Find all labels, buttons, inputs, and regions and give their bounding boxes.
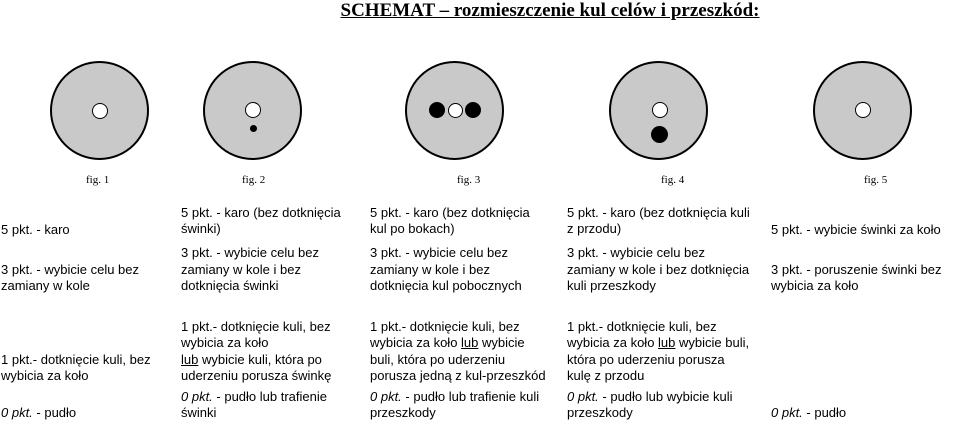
col3-wybicie-2: zamiany w kole i bez: [370, 262, 490, 277]
col4-wybicie-2: zamiany w kole i bez dotknięcia: [567, 262, 750, 277]
white-ball: [652, 102, 668, 118]
fig4-label: fig. 4: [661, 174, 685, 186]
col4-dotkniecie-lub: lub: [658, 335, 676, 350]
white-ball: [92, 103, 108, 119]
col3-wybicie-1: 3 pkt. - wybicie celu bez: [370, 245, 509, 260]
col2-wybicie-1: 3 pkt. - wybicie celu bez: [181, 245, 320, 260]
col1-dotkniecie-1: 1 pkt.- dotknięcie kuli, bez: [1, 352, 151, 367]
col3-dotkniecie-2b: wybicie: [478, 335, 525, 350]
col4-wybicie-3: kuli przeszkody: [567, 278, 656, 293]
col5-poruszenie-2: wybicia za koło: [771, 278, 859, 293]
col3-dotkniecie-3: buli, która po uderzeniu: [370, 352, 506, 367]
black-ball: [651, 126, 668, 143]
col5-poruszenie-1: 3 pkt. - poruszenie świnki bez: [771, 262, 942, 277]
col2-dotkniecie-3: [181, 351, 322, 368]
col3-dotkniecie-2: [370, 334, 525, 351]
col3-dotkniecie-lub: lub: [461, 335, 479, 350]
fig3-label: fig. 3: [457, 174, 481, 186]
col3-dotkniecie-1: 1 pkt.- dotknięcie kuli, bez: [370, 319, 520, 334]
black-ball: [429, 102, 445, 118]
col1-wybicie-1: 3 pkt. - wybicie celu bez: [1, 262, 140, 277]
col3-dotkniecie-4: porusza jedną z kul-przeszkód: [370, 368, 546, 383]
fig2-label: fig. 2: [242, 174, 266, 186]
fig3-circle: [405, 61, 504, 160]
fig5-label: fig. 5: [864, 174, 888, 186]
black-ball: [250, 125, 257, 132]
col2-karo-1: 5 pkt. - karo (bez dotknięcia: [181, 205, 341, 220]
col4-pudlo-pts: 0 pkt.: [567, 389, 599, 404]
col5-pudlo-pts: 0 pkt.: [771, 405, 803, 420]
col1-pudlo-pts: 0 pkt.: [1, 405, 33, 420]
white-ball: [855, 102, 871, 118]
col2-dotkniecie-1: 1 pkt.- dotknięcie kuli, bez: [181, 319, 331, 334]
col2-pudlo-1: [181, 388, 327, 405]
col3-dotkniecie-2a: wybicia za koło: [370, 335, 462, 350]
fig4-circle: [609, 61, 708, 160]
col3-karo-1: 5 pkt. - karo (bez dotknięcia: [370, 205, 530, 220]
fig5-circle: [813, 61, 912, 160]
col3-pudlo-text: - pudło lub trafienie kuli: [401, 389, 540, 404]
col4-dotkniecie-2: [567, 334, 749, 351]
col1-pudlo-text: - pudło: [32, 405, 77, 420]
col4-pudlo-1: [567, 388, 732, 405]
col1-dotkniecie-2: wybicia za koło: [1, 368, 89, 383]
col2-karo-2: świnki): [181, 221, 221, 236]
col2-dotkniecie-2: wybicia za koło: [181, 335, 269, 350]
fig1-label: fig. 1: [86, 174, 110, 186]
fig1-circle: [50, 61, 149, 160]
fig2-circle: [203, 61, 302, 160]
col2-wybicie-3: dotknięcia świnki: [181, 278, 279, 293]
col2-pudlo-text: - pudło lub trafienie: [212, 389, 327, 404]
col1-karo: 5 pkt. - karo: [1, 222, 70, 237]
col5-pudlo-text: - pudło: [802, 405, 847, 420]
col4-dotkniecie-4: kulę z przodu: [567, 368, 645, 383]
white-ball: [448, 103, 463, 118]
col2-wybicie-2: zamiany w kole i bez: [181, 262, 301, 277]
col2-dotkniecie-lub: lub: [181, 352, 199, 367]
col2-dotkniecie-3-text: wybicie kuli, która po: [198, 352, 322, 367]
col4-wybicie-1: 3 pkt. - wybicie celu bez: [567, 245, 706, 260]
col5-pudlo: [771, 404, 846, 421]
page-title: SCHEMAT – rozmieszczenie kul celów i przeszkód:: [340, 0, 760, 21]
figures-area: [0, 0, 960, 190]
col2-pudlo-pts: 0 pkt.: [181, 389, 213, 404]
col3-pudlo-pts: 0 pkt.: [370, 389, 402, 404]
col4-karo-1: 5 pkt. - karo (bez dotknięcia kuli: [567, 205, 750, 220]
col3-wybicie-3: dotknięcia kul pobocznych: [370, 278, 522, 293]
col2-pudlo-2: świnki: [181, 405, 217, 420]
col4-dotkniecie-2b: wybicie buli,: [675, 335, 750, 350]
col1-pudlo: [1, 404, 76, 421]
black-ball: [465, 102, 481, 118]
col3-pudlo-1: [370, 388, 539, 405]
col4-pudlo-text: - pudło lub wybicie kuli: [598, 389, 733, 404]
col4-dotkniecie-2a: wybicia za koło: [567, 335, 659, 350]
col4-karo-2: z przodu): [567, 221, 622, 236]
col2-dotkniecie-4: uderzeniu porusza świnkę: [181, 368, 332, 383]
col5-karo: 5 pkt. - wybicie świnki za koło: [771, 222, 941, 237]
col1-wybicie-2: zamiany w kole: [1, 278, 90, 293]
col3-karo-2: kul po bokach): [370, 221, 455, 236]
col4-dotkniecie-1: 1 pkt.- dotknięcie kuli, bez: [567, 319, 717, 334]
white-ball: [245, 102, 261, 118]
col4-dotkniecie-3: która po uderzeniu porusza: [567, 352, 725, 367]
col4-pudlo-2: przeszkody: [567, 405, 633, 420]
col3-pudlo-2: przeszkody: [370, 405, 436, 420]
